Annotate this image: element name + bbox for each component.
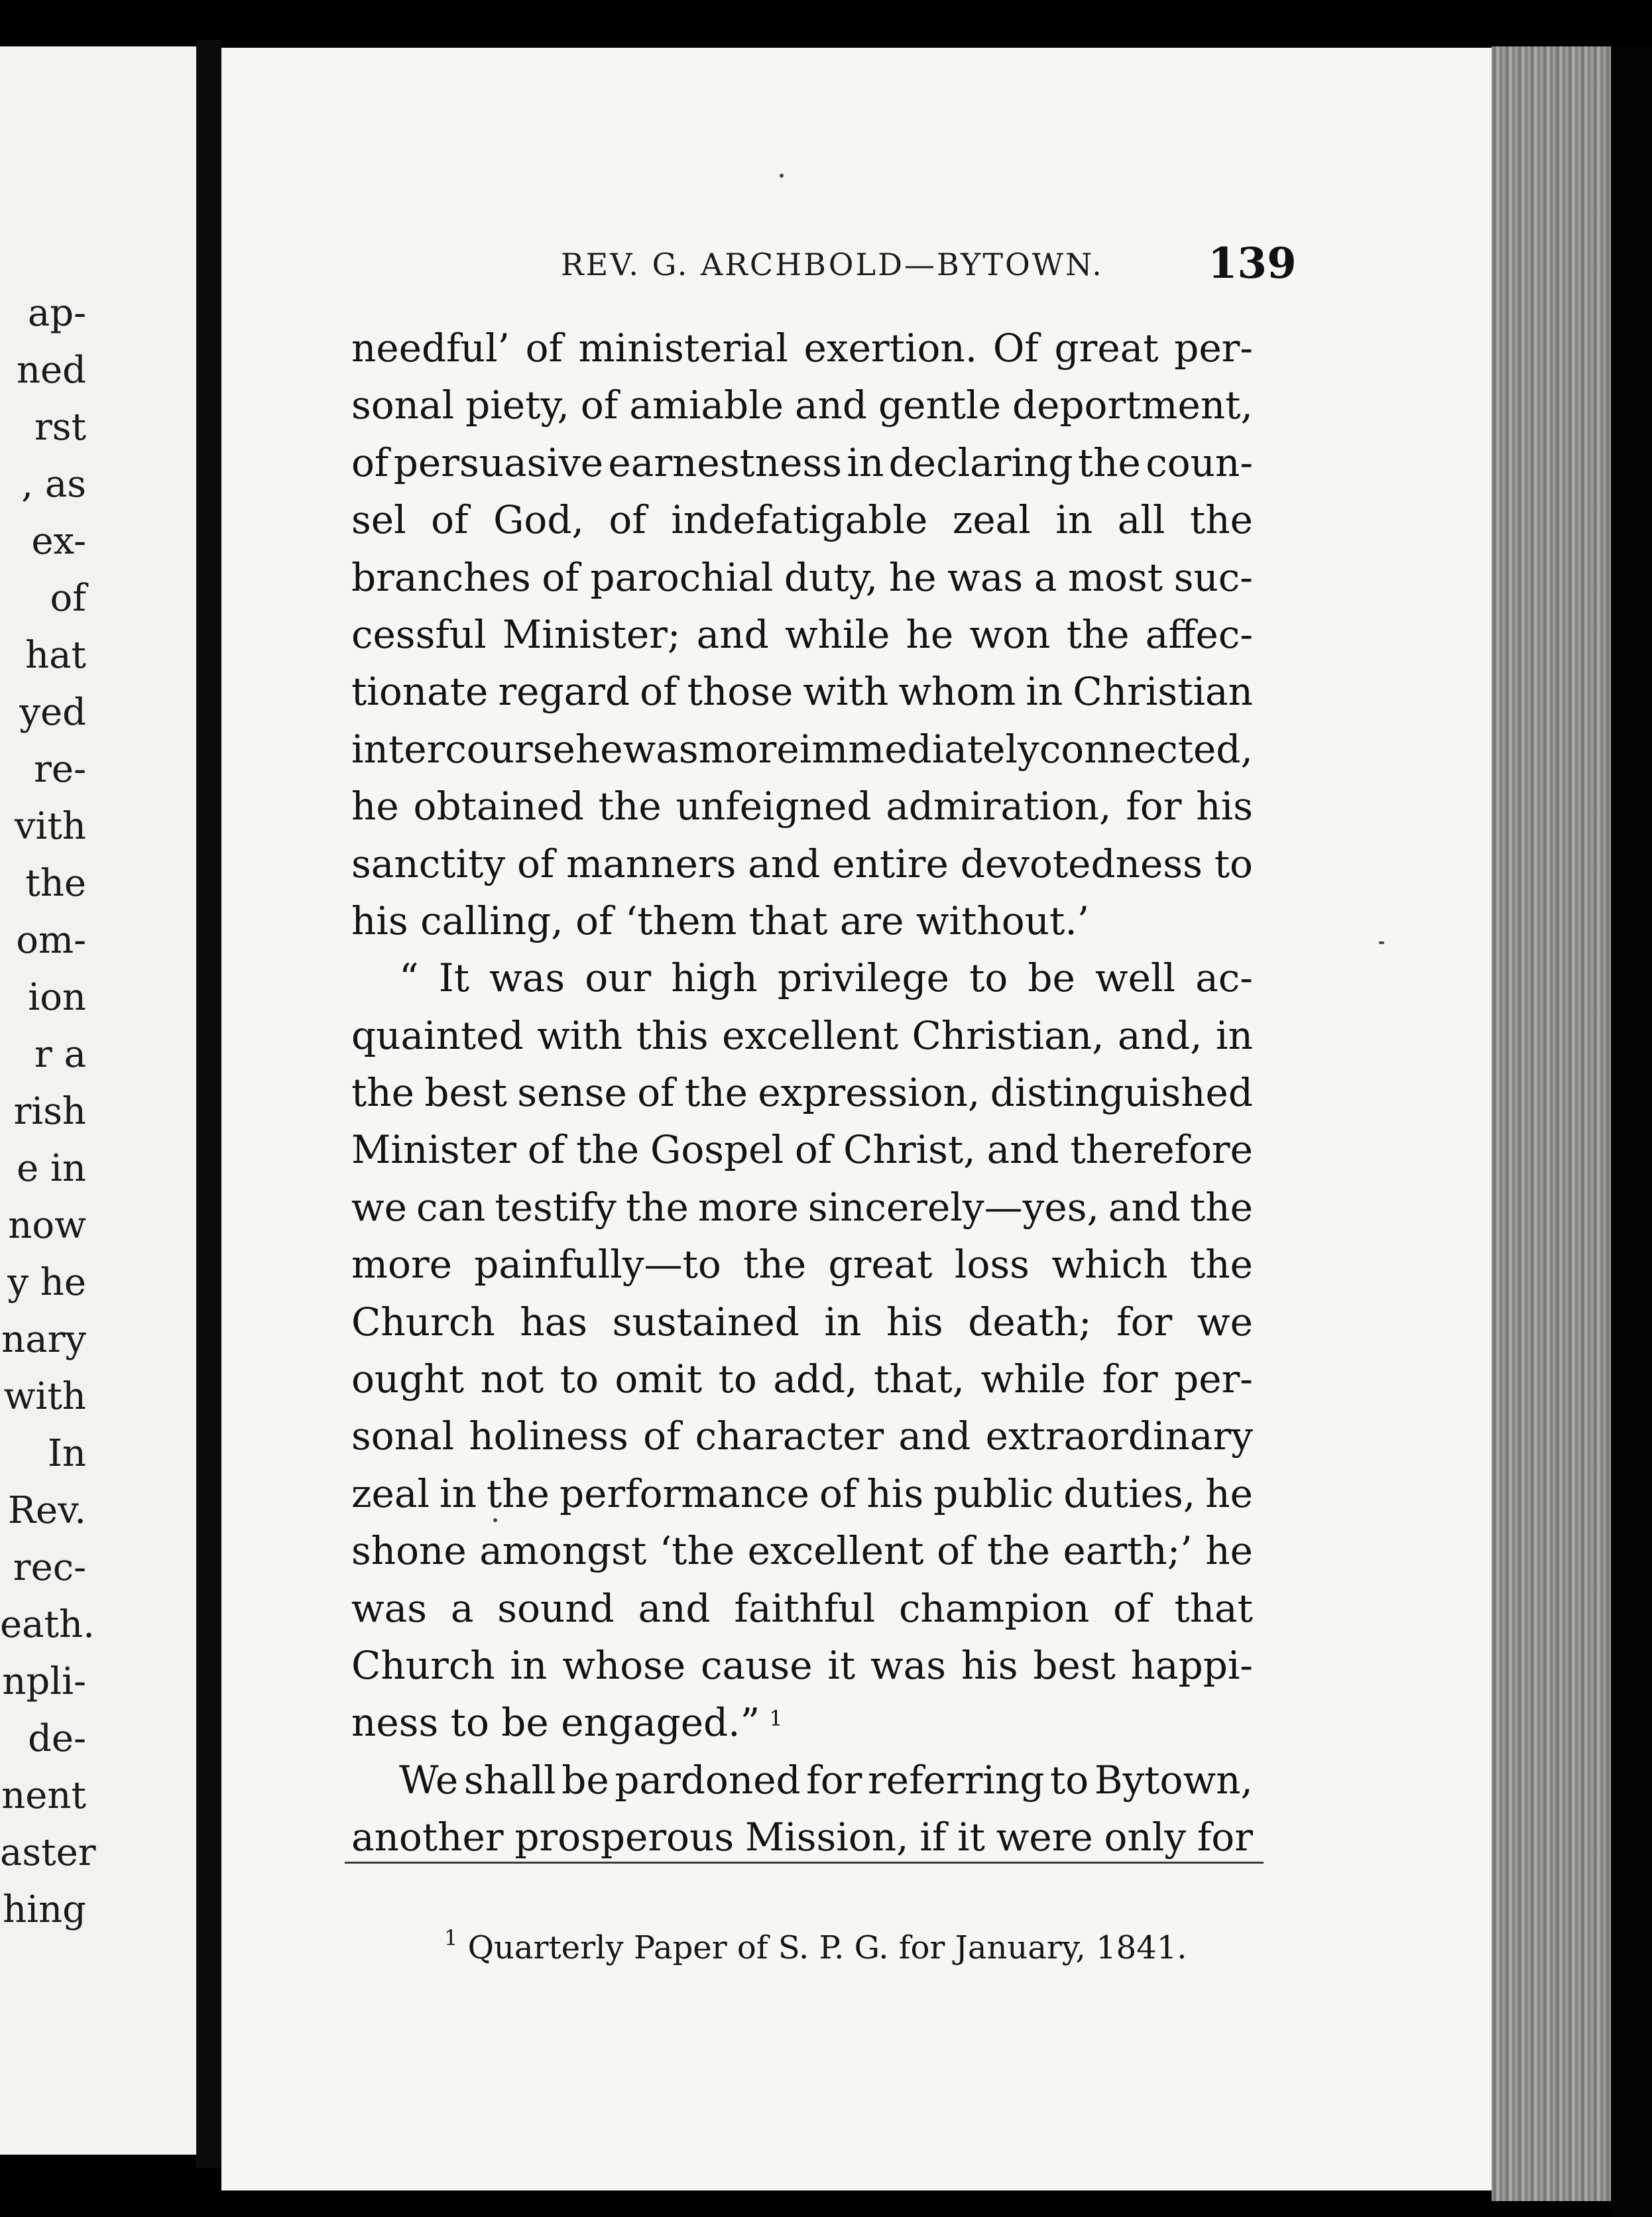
word: whom (898, 669, 1016, 715)
word: Gospel (650, 1127, 784, 1173)
word: in (847, 440, 884, 485)
word: and (898, 1413, 971, 1459)
word: of (637, 1070, 675, 1116)
left-page-fragment: yed (19, 691, 86, 734)
text-line (351, 1694, 1253, 1751)
text-line (351, 1408, 1253, 1465)
text-line-content (351, 1408, 1253, 1465)
word: he (575, 726, 623, 772)
word: was (489, 955, 565, 1001)
word: We (399, 1757, 459, 1803)
word: duties, (1063, 1470, 1196, 1516)
word: expression, (758, 1070, 980, 1116)
word: gentle (878, 383, 1001, 428)
word: quainted (351, 1012, 524, 1058)
footnote-reference: 1 (769, 1706, 783, 1732)
word: needful’ (351, 326, 510, 371)
text-line-content (351, 1179, 1253, 1236)
text-line-content (351, 1465, 1253, 1522)
word: while (784, 611, 890, 657)
word: our (585, 955, 652, 1001)
word: the (684, 1070, 748, 1116)
word: to (560, 1356, 599, 1402)
word: his (961, 1642, 1018, 1688)
word: regard (498, 669, 630, 715)
word: Christian, (912, 1012, 1104, 1058)
word: “ (399, 955, 419, 1001)
word: the (1077, 440, 1141, 485)
word: sonal (351, 383, 455, 428)
word: manners (566, 841, 737, 886)
word: in (1055, 497, 1093, 543)
word: amongst (479, 1528, 647, 1574)
word: privilege (777, 955, 949, 1001)
text-line-content (351, 1580, 1253, 1637)
word: performance (559, 1470, 809, 1516)
scan-border (1611, 46, 1652, 2217)
word: Mission, (744, 1815, 909, 1860)
word: we (351, 1184, 407, 1230)
word: admiration, (886, 784, 1112, 829)
word: God, (493, 497, 584, 543)
word: immediately (799, 726, 1039, 772)
page-edges (1492, 46, 1611, 2201)
word: public (933, 1470, 1054, 1516)
word: deportment, (1012, 383, 1253, 428)
left-page-fragment: nent (1, 1774, 86, 1817)
word: of (640, 669, 678, 715)
word: persuasive (393, 440, 604, 485)
left-page-fragment: om- (16, 919, 86, 962)
word: obtained (413, 784, 584, 829)
word: affec- (1145, 611, 1253, 657)
text-line (351, 1522, 1253, 1579)
text-line-content (351, 663, 1253, 720)
word: the (351, 1070, 414, 1116)
word: and (638, 1585, 711, 1631)
word: parochial (590, 554, 774, 600)
text-line-content (351, 320, 1253, 377)
word: branches (351, 554, 531, 600)
word: Church (351, 1642, 495, 1688)
word: the (1189, 1242, 1253, 1288)
word: of (525, 326, 563, 371)
word: Bytown, (1094, 1757, 1253, 1803)
word: of (517, 841, 555, 886)
word: and (748, 841, 821, 886)
word: of (1113, 1585, 1151, 1631)
footnote-text: Quarterly Paper of S. P. G. for January, 1841. (467, 1929, 1187, 1966)
word: whose (562, 1642, 686, 1688)
word: great (828, 1242, 933, 1288)
text-line-content (351, 1809, 1253, 1866)
word: sense (517, 1070, 627, 1116)
text-line-content (351, 1293, 1253, 1350)
left-page-fragment: ex- (31, 520, 86, 563)
text-line-content (351, 377, 1253, 434)
word: of (351, 440, 389, 485)
word: with (803, 669, 889, 715)
word: zeal (952, 497, 1031, 543)
running-head: REV. G. ARCHBOLD—BYTOWN. (561, 247, 1104, 282)
word: intercourse (351, 726, 575, 772)
word: his (866, 1470, 924, 1516)
word: he (906, 611, 954, 657)
word: and (794, 383, 868, 428)
word: with (537, 1012, 623, 1058)
text-line-content (351, 549, 1253, 606)
text-line (351, 1580, 1253, 1637)
word: cause (701, 1642, 813, 1688)
left-page-fragment: rec- (13, 1546, 86, 1589)
word: to (1214, 841, 1253, 886)
word: ministerial (578, 326, 788, 371)
left-page-fragment: , as (21, 463, 86, 506)
word: to (969, 955, 1008, 1001)
paper-speck (493, 1518, 497, 1522)
left-page-fragment: de- (28, 1717, 86, 1760)
word: of (609, 497, 646, 543)
word: add, (773, 1356, 858, 1402)
text-line (351, 835, 1253, 892)
word: coun- (1146, 440, 1253, 485)
word: he (1205, 1470, 1253, 1516)
word: best (424, 1070, 507, 1116)
text-line-content (351, 835, 1253, 892)
word: while (980, 1356, 1087, 1402)
word: the (1189, 1184, 1253, 1230)
word: more (698, 726, 799, 772)
text-line-content (351, 491, 1253, 548)
word: faithful (734, 1585, 876, 1631)
text-line (351, 377, 1253, 434)
word: per- (1174, 1356, 1253, 1402)
left-page-fragment: aster (0, 1831, 96, 1874)
word: a (1033, 554, 1057, 600)
word: extraordinary (985, 1413, 1253, 1459)
word: pardoned (615, 1757, 801, 1803)
word: entire (832, 841, 949, 886)
word: he (351, 784, 399, 829)
text-line-content (351, 1236, 1253, 1293)
word: sel (351, 497, 406, 543)
page-number: 139 (1208, 239, 1297, 288)
word: and (696, 611, 769, 657)
text-line-content (351, 606, 1253, 663)
word: omit (615, 1356, 703, 1402)
word: Christ, (843, 1127, 976, 1173)
text-line (351, 491, 1253, 548)
word: a (450, 1585, 474, 1631)
left-page-fragment: rish (13, 1090, 86, 1133)
right-page (221, 48, 1494, 2190)
word: the (625, 1184, 689, 1230)
word: which (1051, 1242, 1168, 1288)
word: sonal (351, 1413, 455, 1459)
text-line-content (351, 721, 1253, 778)
word: well (1095, 955, 1176, 1001)
word: great (1054, 326, 1159, 371)
text-line (351, 1007, 1253, 1064)
word: champion (898, 1585, 1090, 1631)
word: more (697, 1184, 799, 1230)
word: unfeigned (676, 784, 872, 829)
word: excellent (747, 1528, 924, 1574)
word: the (1189, 497, 1253, 543)
word: shall (463, 1757, 556, 1803)
word: those (687, 669, 794, 715)
word: duty, (784, 554, 878, 600)
word: the (986, 1528, 1050, 1574)
word: ought (351, 1356, 465, 1402)
word: declaring (888, 440, 1073, 485)
left-page-fragment: eath. (0, 1603, 95, 1646)
left-page-fragment: Rev. (7, 1489, 86, 1532)
word: sound (497, 1585, 615, 1631)
word: sustained (612, 1299, 799, 1345)
word: piety, (465, 383, 569, 428)
word: not (480, 1356, 544, 1402)
text-line-content: ness to be engaged.” (351, 1700, 760, 1746)
word: that, (874, 1356, 965, 1402)
left-page-fragment: hing (3, 1888, 86, 1931)
word: amiable (629, 383, 784, 428)
word: was (870, 1642, 947, 1688)
word: were (996, 1815, 1093, 1860)
left-page-fragment: ion (28, 976, 86, 1019)
word: devotedness (960, 841, 1203, 886)
left-page-fragment: ned (16, 349, 86, 392)
text-line-content (351, 1522, 1253, 1579)
word: of (937, 1528, 974, 1574)
word: referring (868, 1757, 1045, 1803)
word: was (947, 554, 1024, 600)
text-line (351, 663, 1253, 720)
left-page-fragment: y he (7, 1261, 86, 1304)
word: shone (351, 1528, 467, 1574)
word: the (743, 1242, 807, 1288)
text-line (351, 1064, 1253, 1121)
paper-speck (780, 174, 784, 178)
word: It (438, 955, 469, 1001)
text-line-content (351, 1350, 1253, 1408)
word: Of (992, 326, 1039, 371)
word: of (580, 383, 619, 428)
word: loss (954, 1242, 1030, 1288)
word: for (806, 1757, 862, 1803)
word: was (351, 1585, 427, 1631)
left-page-fragment: of (50, 577, 86, 620)
book-gutter (196, 40, 221, 2168)
word: in (510, 1642, 548, 1688)
word: the (576, 1127, 640, 1173)
word: his (886, 1299, 943, 1345)
word: Church (351, 1299, 495, 1345)
word: of (794, 1127, 833, 1173)
word: it (957, 1815, 985, 1860)
text-line (351, 1121, 1253, 1178)
word: in (1216, 1012, 1253, 1058)
word: happi- (1130, 1642, 1253, 1688)
left-page-fragment: re- (34, 748, 86, 791)
word: the (598, 784, 662, 829)
text-line (351, 1809, 1253, 1866)
word: death; (968, 1299, 1092, 1345)
word: for (1126, 784, 1182, 829)
word: for (1197, 1815, 1253, 1860)
left-page-fragment: now (8, 1204, 86, 1247)
text-line-content (351, 778, 1253, 835)
word: only (1104, 1815, 1187, 1860)
word: be (1028, 955, 1075, 1001)
word: it (827, 1642, 856, 1688)
word: Minister; (502, 611, 681, 657)
word: zeal (351, 1470, 430, 1516)
text-line-content: his calling, of ‘them that are without.’ (351, 898, 1090, 943)
text-line (351, 320, 1253, 377)
text-line (351, 1637, 1253, 1694)
text-line (351, 606, 1253, 663)
text-line-content (351, 434, 1253, 491)
body-text (351, 320, 1253, 1866)
word: and (986, 1127, 1059, 1173)
text-line (351, 1293, 1253, 1350)
word: in (824, 1299, 862, 1345)
word: to (1049, 1757, 1089, 1803)
footnote-rule (345, 1862, 1264, 1864)
word: all (1117, 497, 1165, 543)
word: high (671, 955, 758, 1001)
word: and, (1118, 1012, 1203, 1058)
word: was (622, 726, 699, 772)
text-line (351, 721, 1253, 778)
text-line (351, 549, 1253, 606)
word: Minister (351, 1127, 516, 1173)
word: in (440, 1470, 477, 1516)
word: he (888, 554, 937, 600)
word: the (1066, 611, 1130, 657)
word: of (819, 1470, 857, 1516)
left-page-fragment: ap- (27, 292, 86, 335)
word: connected, (1039, 726, 1253, 772)
word: suc- (1173, 554, 1253, 600)
word: we (1197, 1299, 1253, 1345)
word: of (542, 554, 579, 600)
word: his (1196, 784, 1253, 829)
word: of (527, 1127, 565, 1173)
word: holiness (469, 1413, 628, 1459)
footnote-marker: 1 (444, 1925, 458, 1950)
text-line (351, 1350, 1253, 1408)
word: more (351, 1242, 452, 1288)
left-page-fragment: with (3, 1375, 86, 1418)
left-facing-page (0, 46, 196, 2155)
word: in (1026, 669, 1063, 715)
word: this (636, 1012, 709, 1058)
word: that (1174, 1585, 1253, 1631)
word: of (643, 1413, 681, 1459)
text-line (351, 949, 1253, 1006)
word: indefatigable (671, 497, 928, 543)
word: the (486, 1470, 550, 1516)
word: sincerely—yes, (807, 1184, 1099, 1230)
text-line (351, 1236, 1253, 1293)
word: excellent (722, 1012, 899, 1058)
text-line-content (351, 1064, 1253, 1121)
footnote (444, 1925, 1187, 1966)
text-line (351, 1465, 1253, 1522)
word: tionate (351, 669, 489, 715)
left-page-fragment: vith (14, 805, 86, 848)
text-line-content (399, 1752, 1253, 1809)
word: character (695, 1413, 884, 1459)
left-page-fragment: r a (34, 1033, 86, 1076)
text-line (351, 1752, 1253, 1809)
word: best (1033, 1642, 1116, 1688)
word: ac- (1195, 955, 1253, 1001)
left-page-fragment: npli- (2, 1660, 86, 1703)
word: be (561, 1757, 609, 1803)
word: exertion. (803, 326, 978, 371)
text-line (351, 892, 1253, 949)
word: distinguished (990, 1070, 1253, 1116)
word: to (718, 1356, 757, 1402)
left-page-fragment: hat (25, 634, 86, 677)
paper-speck (1379, 941, 1384, 944)
word: he (1205, 1528, 1253, 1574)
word: ‘the (659, 1528, 735, 1574)
left-page-fragment: rst (34, 406, 86, 449)
text-line (351, 778, 1253, 835)
left-page-fragment: e in (17, 1147, 86, 1190)
text-line (351, 1179, 1253, 1236)
word: of (431, 497, 469, 543)
word: if (919, 1815, 947, 1860)
word: testify (495, 1184, 617, 1230)
word: and (1108, 1184, 1181, 1230)
word: painfully—to (474, 1242, 721, 1288)
text-line-content (351, 1007, 1253, 1064)
left-page-fragment: nary (1, 1318, 86, 1361)
text-line-content (399, 949, 1253, 1006)
word: sanctity (351, 841, 506, 886)
word: for (1102, 1356, 1158, 1402)
left-page-text-fragments (0, 285, 96, 1939)
word: most (1068, 554, 1163, 600)
word: won (969, 611, 1051, 657)
word: prosperous (514, 1815, 735, 1860)
word: cessful (351, 611, 487, 657)
word: for (1116, 1299, 1173, 1345)
text-line-content (351, 1121, 1253, 1178)
word: can (416, 1184, 486, 1230)
left-page-fragment: In (47, 1432, 86, 1475)
word: therefore (1070, 1127, 1253, 1173)
word: earth;’ (1063, 1528, 1193, 1574)
word: another (351, 1815, 504, 1860)
text-line (351, 434, 1253, 491)
left-page-fragment: the (25, 862, 86, 905)
text-line-content (351, 1637, 1253, 1694)
word: has (520, 1299, 587, 1345)
word: Christian (1073, 669, 1253, 715)
word: per- (1174, 326, 1253, 371)
word: earnestness (608, 440, 843, 485)
